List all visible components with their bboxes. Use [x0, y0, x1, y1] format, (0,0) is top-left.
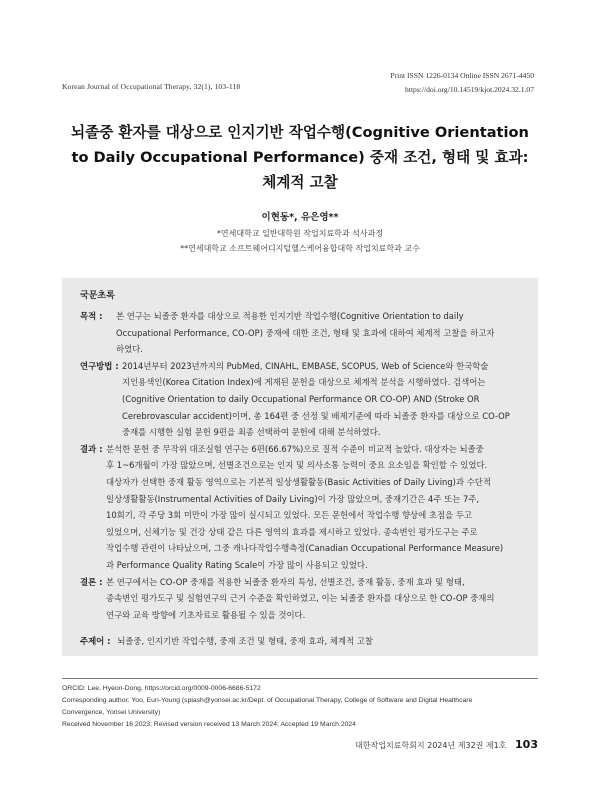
paper-title — [62, 120, 538, 195]
conclusion-label: 결론 : — [80, 576, 103, 587]
affiliation-1: *연세대학교 일반대학원 작업치료학과 석사과정 — [216, 229, 384, 238]
dates-note: Received November 16 2023; Revised version received 13 March 2024; Accepted 19 March 2024 — [62, 721, 356, 728]
corresponding-note: Corresponding author: Yoo, Eun-Young (splash@yonsei.ac.kr/Dept. of Occupational Therapy, College of Software and Digital Healthcare — [62, 697, 473, 704]
doi-link[interactable]: https://doi.org/10.14519/kjot.2024.32.1.07 — [405, 85, 534, 94]
methods-line: 2014년부터 2023년까지의 PubMed, CINAHL, EMBASE, SCOPUS, Web of Science와 한국학술 — [122, 360, 489, 371]
methods-line: Cerebrovascular accident)이며, 총 164편 중 선정 및 배제기준에 따라 뇌졸중 환자를 대상으로 CO-OP — [122, 410, 510, 421]
results-line: 후 1~6개월이 가장 많았으며, 선별조건으로는 인지 및 의사소통 능력이 중요 요소임을 확인할 수 있었다. — [106, 460, 488, 471]
abstract-purpose — [80, 308, 522, 358]
page-footer — [355, 738, 538, 751]
title-line-1: 뇌졸중 환자를 대상으로 인지기반 작업수행(Cognitive Orientation — [71, 124, 529, 141]
page-number: 103 — [515, 738, 538, 751]
abstract-heading: 국문초록 — [80, 291, 115, 301]
results-line: 대상자가 선택한 중재 활동 영역으로는 기본적 일상생활활동(Basic Activities of Daily Living)과 수단적 — [106, 476, 491, 487]
footnote-divider — [62, 678, 538, 679]
methods-line: 중재를 시행한 실험 문헌 9편을 최종 선택하여 문헌에 대해 분석하였다. — [122, 427, 381, 438]
methods-label: 연구방법 : — [80, 360, 119, 371]
footer-journal-issue: 대한작업치료학회지 2024년 제32권 제1호 — [355, 741, 507, 750]
abstract-results — [80, 441, 522, 574]
results-label: 결과 : — [80, 443, 103, 454]
methods-line: (Cognitive Orientation to daily Occupational Performance OR CO-OP) AND (Stroke OR — [122, 393, 480, 404]
conclusion-line: 본 연구에서는 CO-OP 중재를 적용한 뇌졸중 환자의 특성, 선별조건, 중재 활동, 중재 효과 및 형태, — [106, 576, 465, 587]
conclusion-line: 연구와 교육 방향에 기초자료로 활용될 수 있을 것이다. — [106, 609, 306, 620]
abstract-box — [62, 278, 538, 656]
abstract-methods — [80, 358, 522, 441]
issn-doi-block — [390, 69, 534, 97]
results-line: 있었으며, 신체기능 및 건강 상태 같은 다른 영역의 효과를 제시하고 있었다. 종속변인 평가도구는 주로 — [106, 526, 478, 537]
affiliation-2: **연세대학교 소프트웨어디지털헬스케어융합대학 작업치료학과 교수 — [180, 244, 420, 253]
purpose-line: 하였다. — [116, 344, 143, 355]
footnotes — [62, 683, 538, 731]
author-list: 이현동*, 유은영** — [261, 212, 339, 223]
results-line: 분석한 문헌 중 무작위 대조실험 연구는 6편(66.67%)으로 질적 수준이 비교적 높았다. 대상자는 뇌졸중 — [106, 443, 484, 454]
abstract-conclusion — [80, 574, 522, 624]
results-line: 과 Performance Quality Rating Scale이 가장 많이 사용되고 있었다. — [106, 559, 368, 570]
purpose-label: 목적 : — [80, 311, 103, 321]
corresponding-note-cont: Convergence, Yonsei University) — [62, 709, 161, 716]
title-line-2: to Daily Occupational Performance) 중재 조건, 형태 및 효과: — [71, 149, 529, 166]
title-line-3: 체계적 고찰 — [262, 174, 338, 191]
journal-citation: Korean Journal of Occupational Therapy, 32(1), 103-118 — [62, 82, 241, 91]
conclusion-line: 종속변인 평가도구 및 실험연구의 근거 수준을 확인하였고, 이는 뇌졸중 환자를 대상으로 한 CO-OP 중재의 — [106, 593, 495, 604]
purpose-line: 본 연구는 뇌졸중 환자를 대상으로 적용한 인지기반 작업수행(Cognitive Orientation to daily — [116, 311, 464, 321]
results-line: 작업수행 관련이 나타났으며, 그중 캐나다작업수행측정(Canadian Occupational Performance Measure) — [106, 543, 504, 554]
orcid-note: ORCID: Lee, Hyeon-Dong, https://orcid.org/0009-0006-6686-5172 — [62, 685, 261, 692]
results-line: 일상생활활동(Instrumental Activities of Daily Living)이 가장 많았으며, 중재기간은 4주 또는 7주, — [106, 493, 480, 504]
purpose-line: Occupational Performance, CO-OP) 중재에 대한 조건, 형태 및 효과에 대하여 체계적 고찰을 하고자 — [116, 327, 495, 338]
keywords-text: 뇌졸중, 인지기반 작업수행, 중재 조건 및 형태, 중재 효과, 체계적 고찰 — [117, 636, 373, 647]
keywords-label: 주제어 : — [80, 636, 111, 647]
methods-line: 지인용색인(Korea Citation Index)에 게재된 문헌을 대상으로 체계적 분석을 시행하였다. 검색어는 — [122, 377, 486, 388]
issn-line: Print ISSN 1226-0134 Online ISSN 2671-4450 — [390, 71, 534, 80]
abstract-keywords — [80, 633, 522, 649]
results-line: 10회기, 각 주당 3회 미만이 가장 많이 실시되고 있었다. 모든 문헌에서 작업수행 향상에 초점을 두고 — [106, 510, 473, 521]
